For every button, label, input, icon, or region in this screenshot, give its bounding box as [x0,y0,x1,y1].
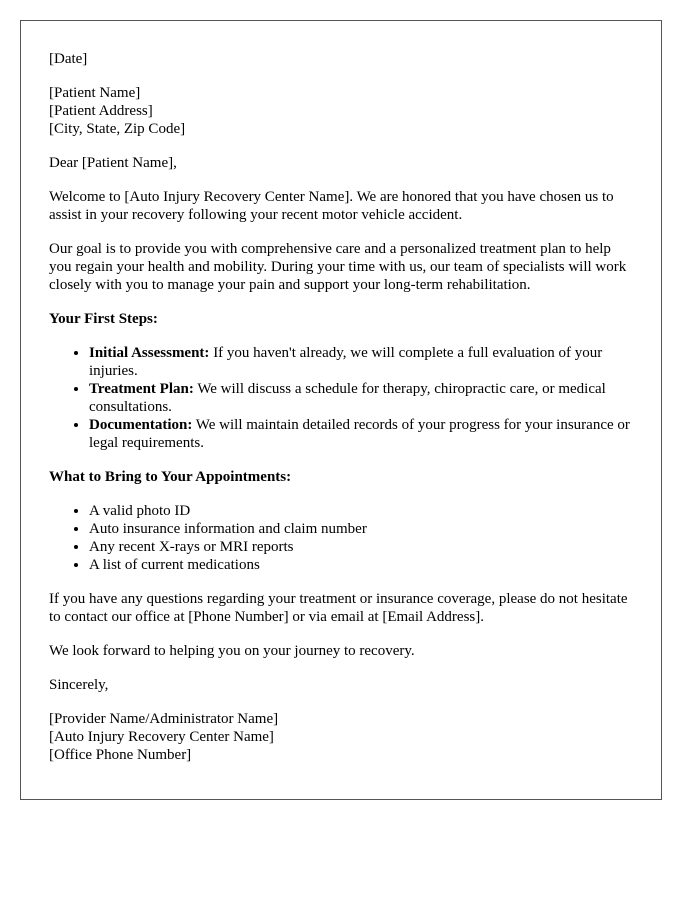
first-steps-text: We will discuss a schedule for therapy, chiropractic care, or medical consultations. [89,381,606,415]
first-steps-heading: Your First Steps: [49,311,158,327]
signoff: Sincerely, [49,677,109,693]
salutation: Dear [Patient Name], [49,155,177,171]
signature-provider: [Provider Name/Administrator Name] [49,711,279,727]
first-steps-text: If you haven't already, we will complete a full evaluation of your injuries. [89,345,603,379]
recipient-address: [Patient Address] [49,103,153,119]
recipient-city-state-zip: [City, State, Zip Code] [49,121,186,137]
closing-paragraph: We look forward to helping you on your journey to recovery. [49,643,415,659]
letter-date: [Date] [49,51,88,67]
recipient-address-block [49,84,633,138]
first-steps-item-assessment [89,344,633,380]
welcome-paragraph: Welcome to [Auto Injury Recovery Center Name]. We are honored that you have chosen us to assist in your recovery following your recent motor vehicle accident. [49,189,614,223]
first-steps-list [49,344,633,452]
signature-block [49,710,633,764]
bring-item: • A list of current medications [89,556,633,574]
first-steps-item-treatment-plan [89,380,633,416]
signature-phone: [Office Phone Number] [49,747,192,763]
bring-item: • A valid photo ID [89,502,633,520]
bring-item: • Any recent X-rays or MRI reports [89,538,633,556]
first-steps-term: Treatment Plan: [89,381,194,397]
first-steps-term: Documentation: [89,417,193,433]
goal-paragraph: Our goal is to provide you with comprehensive care and a personalized treatment plan to help you regain your health and mobility. During your time with us, our team of specialists will work closely with you to manage your pain and support your long-term rehabilitation. [49,241,627,293]
bring-list [49,502,633,574]
recipient-name: [Patient Name] [49,85,141,101]
first-steps-item-documentation [89,416,633,452]
questions-paragraph: If you have any questions regarding your treatment or insurance coverage, please do not hesitate to contact our office at [Phone Number] or via email at [Email Address]. [49,591,628,625]
bring-item: • Auto insurance information and claim number [89,520,633,538]
first-steps-text: We will maintain detailed records of your progress for your insurance or legal requirements. [89,417,630,451]
signature-center: [Auto Injury Recovery Center Name] [49,729,274,745]
first-steps-term: Initial Assessment: [89,345,210,361]
bring-heading: What to Bring to Your Appointments: [49,469,292,485]
letter-page [20,20,662,800]
